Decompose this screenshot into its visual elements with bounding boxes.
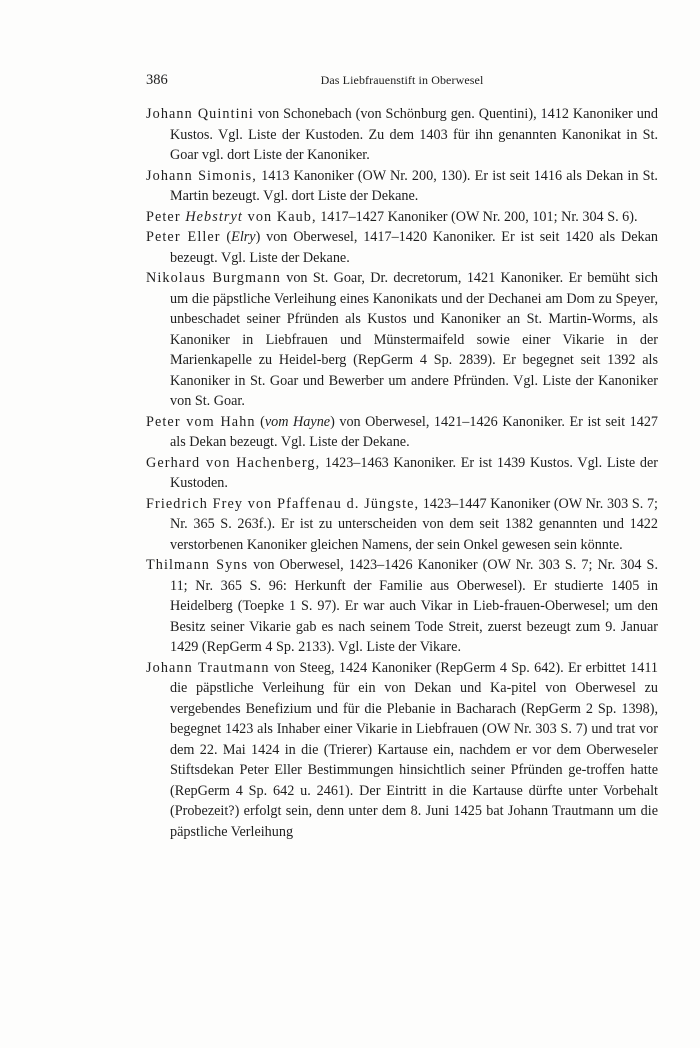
list-entry: [146, 268, 658, 412]
list-entry: [146, 207, 658, 228]
list-entry: [146, 555, 658, 658]
list-entry: [146, 227, 658, 268]
person-name: Johann Quintini: [146, 106, 254, 122]
person-name: Peter vom Hahn: [146, 413, 256, 430]
page-header: [146, 72, 658, 92]
entry-text: von Oberwesel, 1423–1426 Kanoniker (OW Nr. 303 S. 7; Nr. 304 S. 11; Nr. 365 S. 96: Herkunft der Familie aus Oberwesel). Er studierte 1405 in Heidelberg (Toepke 1 S. 97). Er war auch Vikar in Lieb-frauen-Oberwesel; um den Besitz seiner Vikarie gab es nach seinem Tode Streit, zuerst bezeugt zum 9. Januar 1429 (RepGerm 4 Sp. 2133). Vgl. Liste der Vikare.: [170, 557, 658, 655]
entry-text: von St. Goar, Dr. decretorum, 1421 Kanoniker. Er bemüht sich um die päpstliche Verleihung eines Kanonikats und der Dechanei am Dom zu Speyer, unbeschadet seiner Pfründen als Kustos und Kanoniker an St. Martin-Worms, als Kanoniker in Liebfrauen und Münstermaifeld sowie einer Vikarie in der Marienkapelle zu Heidel-berg (RepGerm 4 Sp. 2839). Er begegnet seit 1392 als Kanoniker in St. Goar und Bewerber um andere Pfründen. Vgl. Liste der Kanoniker von St. Goar.: [170, 270, 658, 409]
entry-text: von Steeg, 1424 Kanoniker (RepGerm 4 Sp. 642). Er erbittet 1411 die päpstliche Verleihung für ein von Dekan und Ka-pitel von Oberwesel zu vergebendes Benefizium und für die Plebanie in Bacharach (RepGerm 2 Sp. 1398), begegnet 1423 als Inhaber einer Vikarie in Liebfrauen (OW Nr. 303 S. 7) und trat vor dem 22. Mai 1424 in die (Trierer) Kartause ein, nachdem er vor dem Oberweseler Stiftsdekan Peter Eller Bestimmungen hinsichtlich seiner Pfründen ge-troffen hatte (RepGerm 4 Sp. 642 u. 2461). Der Eintritt in die Kartause dürfte unter Vorbehalt (Probezeit?) erfolgt sein, denn unter dem 8. Juni 1425 bat Johann Trautmann um die päpstliche Verleihung: [170, 659, 658, 840]
entry-text: ) von Oberwesel, 1417–1420 Kanoniker. Er ist seit 1420 als Dekan bezeugt. Vgl. Liste der Dekane.: [170, 229, 658, 266]
person-name: Gerhard von Hachenberg,: [146, 454, 321, 471]
person-origin: von Kaub,: [242, 208, 317, 225]
person-surname-variant: Hebstryt: [185, 208, 243, 225]
person-name: Johann Trautmann: [146, 659, 270, 676]
entry-text: (: [255, 413, 265, 430]
person-name: Peter Eller: [146, 229, 221, 245]
person-name: Johann Simonis,: [146, 167, 257, 184]
entry-text: ) von Oberwesel, 1421–1426 Kanoniker. Er ist seit 1427 als Dekan bezeugt. Vgl. Liste der Dekane.: [170, 413, 659, 450]
entry-text: 1413 Kanoniker (OW Nr. 200, 130). Er ist seit 1416 als Dekan in St. Martin bezeugt. Vgl. dort Liste der Dekane.: [170, 167, 658, 204]
list-entry: [146, 494, 658, 556]
entry-text: 1417–1427 Kanoniker (OW Nr. 200, 101; Nr. 304 S. 6).: [316, 208, 638, 225]
person-name: Nikolaus Burgmann: [146, 270, 281, 286]
person-name: Friedrich Frey von Pfaffenau d. Jüngste,: [146, 495, 420, 512]
page-number: 386: [146, 72, 168, 88]
list-entry: [146, 166, 658, 207]
list-entry: [146, 104, 658, 166]
entry-text: von Schonebach (von Schönburg gen. Quentini), 1412 Kanoniker und Kustos. Vgl. Liste der Kustoden. Zu dem 1403 für ihn genannten Kanonikat in St. Goar vgl. dort Liste der Kanoniker.: [170, 106, 658, 163]
entry-text: (: [220, 229, 232, 245]
person-name: Thilmann Syns: [146, 557, 249, 573]
entry-text: 1423–1463 Kanoniker. Er ist 1439 Kustos. Vgl. Liste der Kustoden.: [170, 454, 658, 491]
canon-list: [146, 104, 658, 842]
name-variant: vom Hayne: [264, 413, 331, 430]
list-entry: [146, 658, 658, 843]
entry-text: 1423–1447 Kanoniker (OW Nr. 303 S. 7; Nr. 365 S. 263f.). Er ist zu unterscheiden von dem seit 1382 genannten und 1422 verstorbenen Kanoniker gleichen Namens, der sein Onkel gewesen sein könnte.: [170, 495, 658, 553]
name-variant: Elry: [231, 229, 256, 245]
list-entry: [146, 412, 658, 453]
running-title: Das Liebfrauenstift in Oberwesel: [320, 73, 484, 87]
list-entry: [146, 453, 658, 494]
person-name: Peter: [146, 208, 186, 225]
